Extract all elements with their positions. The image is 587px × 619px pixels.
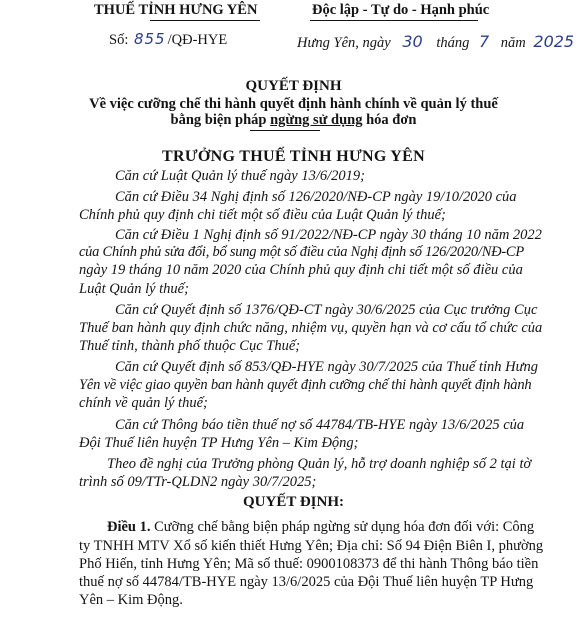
basis-line: Căn cứ Điều 34 Nghị định số 126/2020/NĐ-CP ngày 19/10/2020 của: [115, 189, 517, 206]
date-month: 7: [478, 31, 490, 51]
basis-line: Luật Quản lý thuế;: [79, 280, 189, 297]
date-day: 30: [402, 31, 423, 51]
national-motto: Độc lập - Tự do - Hạnh phúc: [312, 1, 490, 18]
article-1-line: Phố Hiến, tỉnh Hưng Yên; Mã số thuế: 0900108373 để thi hành Thông báo tiền: [79, 555, 539, 572]
basis-line: ngày 19 tháng 10 năm 2020 của Chính phủ quy định chi tiết một số điều của: [79, 262, 523, 279]
agency-underline: [150, 20, 260, 21]
basis-line: trình số 09/TTr-QLDN2 ngày 30/7/2025;: [79, 474, 317, 491]
date-year: 2025: [533, 31, 575, 51]
article-1-text: Cưỡng chế bằng biện pháp ngừng sử dụng hóa đơn đối với: Công: [150, 519, 535, 536]
basis-line: Chính phủ quy định chi tiết một số điều của Luật Quản lý thuế;: [79, 207, 446, 224]
number-suffix: /QĐ-HYE: [167, 31, 228, 48]
title-underline: [250, 130, 320, 131]
date-month-label: tháng: [436, 34, 470, 51]
article-1-line: ty TNHH MTV Xổ số kiến thiết Hưng Yên; Địa chỉ: Số 94 Điện Biên I, phường: [79, 537, 544, 554]
article-1-label: Điều 1.: [107, 519, 151, 536]
article-1-line: [107, 519, 534, 536]
basis-line: Đội Thuế liên huyện TP Hưng Yên – Kim Động;: [79, 435, 359, 452]
basis-line: Căn cứ Quyết định số 1376/QĐ-CT ngày 30/6/2025 của Cục trưởng Cục: [115, 302, 538, 319]
document-title: QUYẾT ĐỊNH: [245, 77, 342, 94]
subject-line-2-before: bằng biện pháp: [170, 112, 271, 129]
subject-line-2: [0, 112, 587, 129]
article-1-line: Yên – Kim Động.: [79, 591, 183, 608]
article-1-line: thuế nợ số 44784/TB-HYE ngày 13/6/2025 của Đội Thuế liên huyện TP Hưng: [79, 573, 534, 590]
basis-line: Theo đề nghị của Trưởng phòng Quản lý, hỗ trợ doanh nghiệp số 2 tại tờ: [107, 456, 532, 473]
subject-line-1: Về việc cưỡng chế thi hành quyết định hành chính về quản lý thuế: [89, 95, 498, 112]
basis-line: của Chính phủ sửa đổi, bổ sung một số điều của Nghị định số 126/2020/NĐ-CP: [79, 244, 524, 261]
number-prefix: Số:: [109, 31, 129, 48]
document-number: [109, 30, 227, 49]
basis-line: Thuế ban hành quy định chức năng, nhiệm vụ, quyền hạn và cơ cấu tổ chức của: [79, 320, 543, 337]
date-place: Hưng Yên, ngày: [297, 34, 391, 51]
date-year-label: năm: [500, 34, 526, 51]
agency-name: THUẾ TỈNH HƯNG YÊN: [94, 1, 258, 18]
subject-line-2-underlined: ngừng sử dụng: [270, 112, 363, 129]
basis-line: Yên về việc giao quyền ban hành quyết định cưỡng chế thi hành quyết định hành: [79, 377, 532, 394]
basis-line: chính về quản lý thuế;: [79, 395, 208, 412]
issuer-heading: TRƯỞNG THUẾ TỈNH HƯNG YÊN: [162, 147, 425, 165]
document-date: [297, 32, 574, 52]
subject-line-2-after: hóa đơn: [362, 112, 417, 129]
number-handwritten: 855: [133, 29, 166, 48]
basis-line: Căn cứ Luật Quản lý thuế ngày 13/6/2019;: [115, 168, 365, 185]
decision-heading: QUYẾT ĐỊNH:: [243, 494, 344, 511]
motto-underline: [310, 20, 478, 21]
basis-line: Căn cứ Thông báo tiền thuế nợ số 44784/TB-HYE ngày 13/6/2025 của: [115, 417, 525, 434]
basis-line: Thuế tỉnh, thành phố thuộc Cục Thuế;: [79, 338, 301, 355]
basis-line: Căn cứ Quyết định số 853/QĐ-HYE ngày 30/7/2025 của Thuế tỉnh Hưng: [115, 359, 538, 376]
basis-line: Căn cứ Điều 1 Nghị định số 91/2022/NĐ-CP ngày 30 tháng 10 năm 2022: [115, 227, 542, 244]
